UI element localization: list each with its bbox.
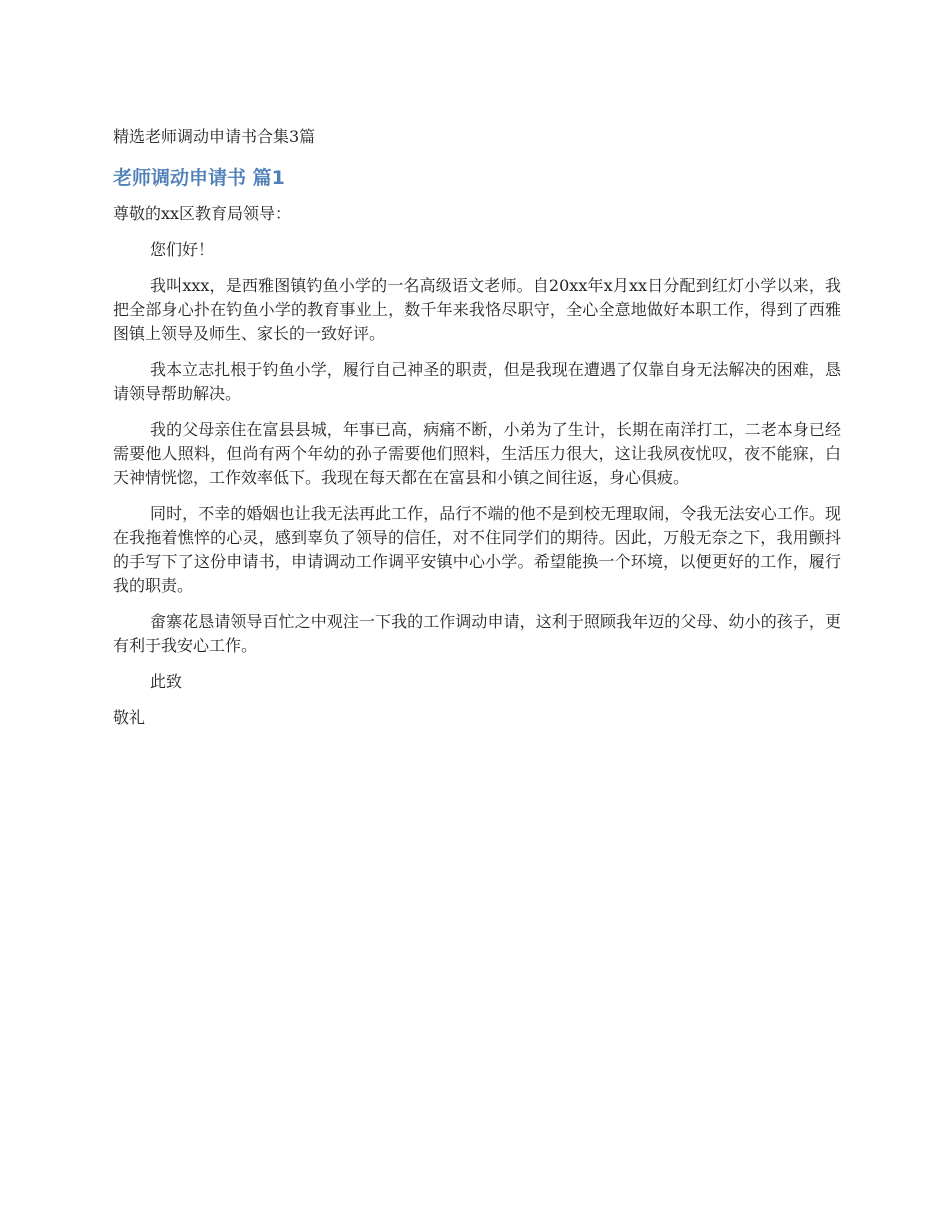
paragraph: 我本立志扎根于钓鱼小学，履行自己神圣的职责，但是我现在遭遇了仅靠自身无法解决的困难，恳请领导帮助解决。 bbox=[113, 360, 841, 403]
closing: 此致 bbox=[150, 672, 183, 691]
letter-body bbox=[113, 202, 841, 742]
greeting: 您们好！ bbox=[150, 240, 215, 259]
document-title: 精选老师调动申请书合集3篇 bbox=[113, 127, 316, 146]
salutation: 尊敬的xx区教育局领导： bbox=[113, 204, 292, 223]
paragraph: 畲寨花恳请领导百忙之中观注一下我的工作调动申请，这利于照顾我年迈的父母、幼小的孩子，更有利于我安心工作。 bbox=[113, 612, 841, 655]
regards: 敬礼 bbox=[113, 708, 146, 727]
paragraph: 我的父母亲住在富县县城，年事已高，病痛不断，小弟为了生计，长期在南洋打工，二老本身已经需要他人照料，但尚有两个年幼的孙子需要他们照料，生活压力很大，这让我夙夜忧叹，夜不能寐，白天神情恍惚，工作效率低下。我现在每天都在在富县和小镇之间往返，身心俱疲。 bbox=[113, 420, 841, 487]
section-heading: 老师调动申请书 篇1 bbox=[113, 167, 285, 189]
paragraph: 我叫xxx，是西雅图镇钓鱼小学的一名高级语文老师。自20xx年x月xx日分配到红灯小学以来，我把全部身心扑在钓鱼小学的教育事业上，数千年来我恪尽职守，全心全意地做好本职工作，得到了西雅图镇上领导及师生、家长的一致好评。 bbox=[113, 276, 841, 343]
paragraph: 同时，不幸的婚姻也让我无法再此工作，品行不端的他不是到校无理取闹，令我无法安心工作。现在我拖着憔悴的心灵，感到辜负了领导的信任，对不住同学们的期待。因此，万般无奈之下，我用颤抖的手写下了这份申请书，申请调动工作调平安镇中心小学。希望能换一个环境，以便更好的工作，履行我的职责。 bbox=[113, 504, 841, 595]
